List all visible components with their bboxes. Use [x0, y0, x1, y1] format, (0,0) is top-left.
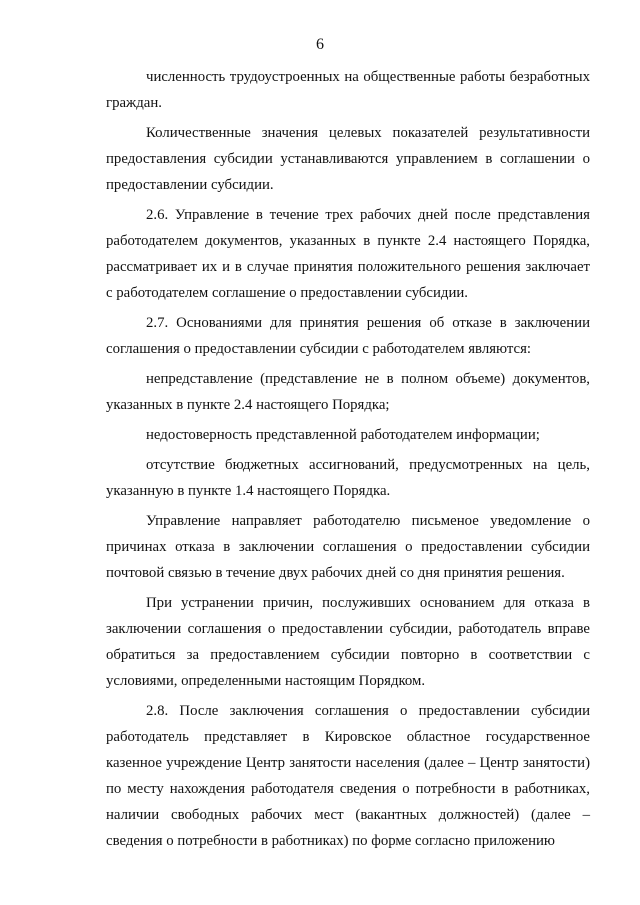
- paragraph-refusal-notice: Управление направляет работодателю письменое уведомление о причинах отказа в заключении соглашения о предоставлении субсидии почтовой связью в течение двух рабочих дней со дня принятия решения.: [106, 513, 590, 581]
- list-item-unreliable-info: недостоверность представленной работодателем информации;: [146, 427, 540, 443]
- document-body: [106, 64, 590, 854]
- paragraph-target-values: Количественные значения целевых показателей результативности предоставления субсидии устанавливаются управлением в соглашении о предоставлении субсидии.: [106, 125, 590, 193]
- paragraph-2-7: 2.7. Основаниями для принятия решения об отказе в заключении соглашения о предоставлении субсидии с работодателем являются:: [106, 315, 590, 357]
- paragraph-continuation: численность трудоустроенных на общественные работы безработных граждан.: [106, 69, 590, 111]
- list-item-no-budget: отсутствие бюджетных ассигнований, предусмотренных на цель, указанную в пункте 1.4 настоящего Порядка.: [106, 457, 590, 499]
- paragraph-2-6: 2.6. Управление в течение трех рабочих дней после представления работодателем документов, указанных в пункте 2.4 настоящего Порядка, рассматривает их и в случае принятия положительного решения заключает с работодателем соглашение о предоставлении субсидии.: [106, 207, 590, 301]
- list-item-nonsubmission: непредставление (представление не в полном объеме) документов, указанных в пункте 2.4 настоящего Порядка;: [106, 371, 590, 413]
- paragraph-2-8: 2.8. После заключения соглашения о предоставлении субсидии работодатель представляет в Кировское областное государственное казенное учреждение Центр занятости населения (далее – Центр занятости) по месту нахождения работодателя сведения о потребности в работниках, наличии свободных рабочих мест (вакантных должностей) (далее – сведения о потребности в работниках) по форме согласно приложению: [106, 703, 590, 849]
- page-number: 6: [316, 36, 324, 53]
- paragraph-reapply: При устранении причин, послуживших основанием для отказа в заключении соглашения о предоставлении субсидии, работодатель вправе обратиться за предоставлением субсидии повторно в соответствии с условиями, определенными настоящим Порядком.: [106, 595, 590, 689]
